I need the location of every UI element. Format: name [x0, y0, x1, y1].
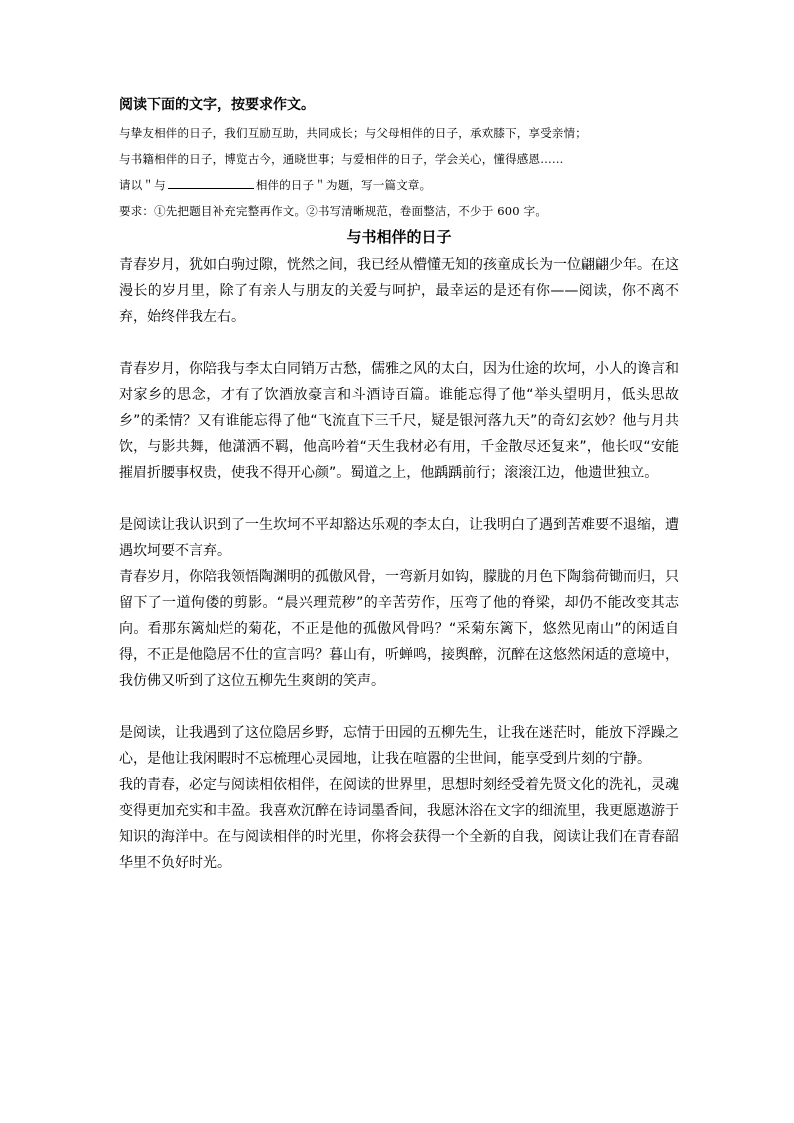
prompt-line-3-pre: 请以＂与 [119, 178, 166, 192]
prompt-line-1: 与挚友相伴的日子，我们互励互助，共同成长；与父母相伴的日子，承欢膝下，享受亲情； [119, 126, 587, 140]
essay-paragraph-5: 是阅读，让我遇到了这位隐居乡野，忘情于田园的五柳先生，让我在迷茫时，能放下浮躁之心，是他让我闲暇时不忘梳理心灵园地，让我在喧嚣的尘世间，能享受到片刻的宁静。 [119, 725, 679, 767]
prompt-requirements: 要求：①先把题目补充完整再作文。②书写清晰规范，卷面整洁，不少于 600 字。 [119, 204, 548, 218]
essay-paragraph-6: 我的青春，必定与阅读相依相伴，在阅读的世界里，思想时刻经受着先贤文化的洗礼，灵魂变得更加充实和丰盈。我喜欢沉醉在诗词墨香间，我愿沐浴在文字的细流里，我更愿遨游于知识的海洋中。在与阅读相伴的时光里，你将会获得一个全新的自我，阅读让我们在青春韶华里不负好时光。 [119, 777, 679, 871]
document-page [119, 95, 679, 876]
prompt-line-3 [119, 172, 679, 198]
prompt-heading: 阅读下面的文字，按要求作文。 [119, 97, 315, 113]
essay-paragraph-4: 青春岁月，你陪我领悟陶渊明的孤傲风骨，一弯新月如钩，朦胧的月色下陶翁荷锄而归，只留下了一道佝偻的剪影。“晨兴理荒秽”的辛苦劳作，压弯了他的脊梁，却仍不能改变其志向。看那东篱灿烂的菊花，不正是他的孤傲风骨吗？“采菊东篱下，悠然见南山”的闲适自得，不正是他隐居不仕的宣言吗？暮山有，听蝉鸣，接舆醉，沉醉在这悠然闲适的意境中，我仿佛又听到了这位五柳先生爽朗的笑声。 [119, 569, 679, 689]
paragraph-gap [119, 694, 679, 720]
essay-title: 与书相伴的日子 [346, 228, 452, 246]
paragraph-gap [119, 330, 679, 356]
prompt-line-2: 与书籍相伴的日子，博览古今，通晓世事；与爱相伴的日子，学会关心，懂得感恩…… [119, 152, 564, 166]
fill-in-blank [168, 176, 254, 189]
paragraph-gap [119, 486, 679, 512]
essay-paragraph-2: 青春岁月，你陪我与李太白同销万古愁，儒雅之风的太白，因为仕途的坎坷，小人的谗言和对家乡的思念，才有了饮酒放豪言和斗酒诗百篇。谁能忘得了他“举头望明月，低头思故乡”的柔情？又有谁能忘得了他“飞流直下三千尺，疑是银河落九天”的奇幻玄妙？他与月共饮，与影共舞，他潇洒不羁，他高吟着“天生我材必有用，千金散尽还复来”，他长叹“安能摧眉折腰事权贵，使我不得开心颜”。蜀道之上，他踽踽前行；滚滚江边，他遗世独立。 [119, 361, 679, 481]
essay-paragraph-1: 青春岁月，犹如白驹过隙，恍然之间，我已经从懵懂无知的孩童成长为一位翩翩少年。在这漫长的岁月里，除了有亲人与朋友的关爱与呵护，最幸运的是还有你——阅读，你不离不弃，始终伴我左右。 [119, 257, 679, 325]
essay-paragraph-3: 是阅读让我认识到了一生坎坷不平却豁达乐观的李太白，让我明白了遇到苦难要不退缩，遭遇坎坷要不言弃。 [119, 517, 679, 559]
prompt-line-3-post: 相伴的日子＂为题，写一篇文章。 [255, 178, 432, 192]
